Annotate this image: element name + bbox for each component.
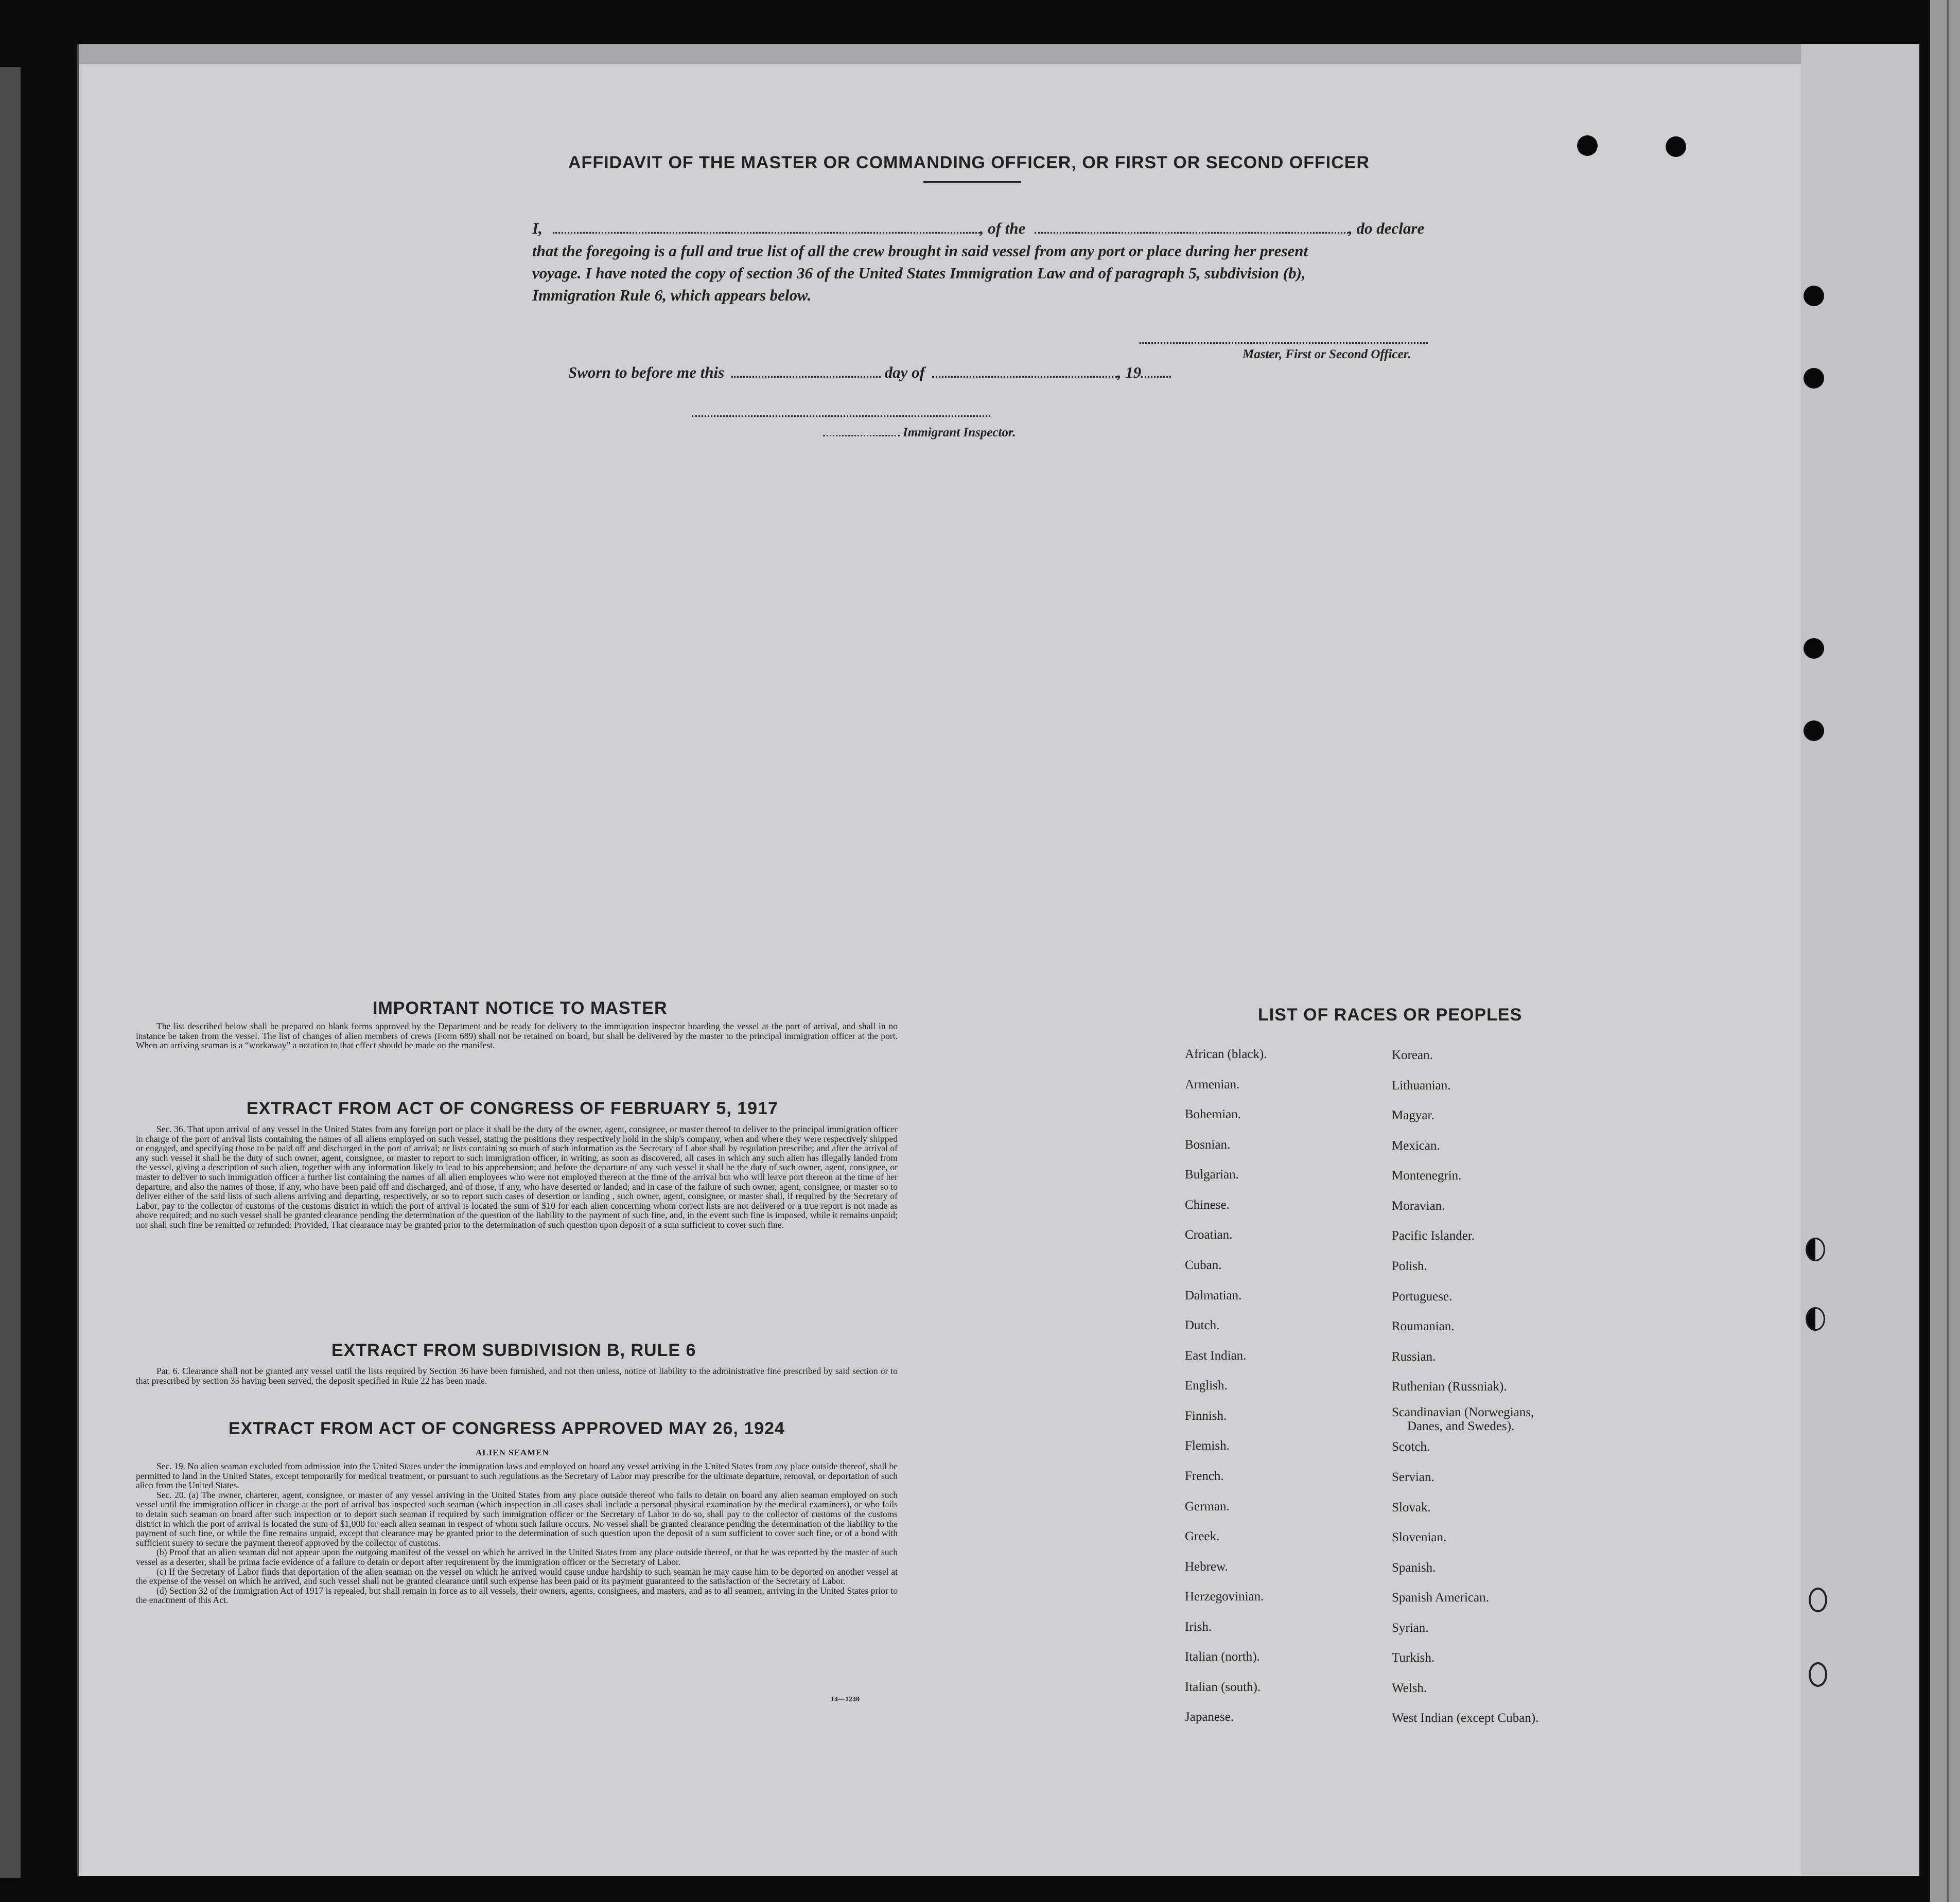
race-item: Lithuanian.	[1392, 1079, 1451, 1093]
race-item: Armenian.	[1185, 1078, 1240, 1091]
race-item: Syrian.	[1392, 1621, 1429, 1635]
race-item: Turkish.	[1392, 1651, 1435, 1665]
punch-hole	[1806, 1307, 1825, 1331]
affidavit-title: AFFIDAVIT OF THE MASTER OR COMMANDING OFFICER, OR FIRST OR SECOND OFFICER	[568, 153, 1370, 172]
race-item: Irish.	[1185, 1620, 1212, 1634]
punch-hole	[1666, 136, 1686, 157]
race-item: East Indian.	[1185, 1349, 1247, 1363]
declaration-line-4: Immigration Rule 6, which appears below.	[532, 286, 812, 304]
sworn-year-blank[interactable]	[1141, 364, 1171, 378]
punch-hole	[1577, 135, 1598, 156]
declaration-line-2: that the foregoing is a full and true list of all the crew brought in said vessel from any port or place during her present	[532, 242, 1308, 260]
race-item: Montenegrin.	[1392, 1169, 1462, 1183]
page-top-strip	[79, 44, 1919, 64]
day-of-label: day of	[884, 363, 925, 381]
race-item: Greek.	[1185, 1529, 1220, 1543]
title-rule	[923, 181, 1021, 183]
punch-hole	[1804, 286, 1824, 306]
extract-1924-paragraph: (b) Proof that an alien seaman did not appear upon the outgoing manifest of the vessel on which he arrived in the United States from any place outside thereof, or that he was reported by the master of such vessel as a deserter, shall be prima facie evidence of a failure to detain or deport after requirement by the immigration officer or the Secretary of Labor.	[136, 1547, 898, 1567]
race-item: West Indian (except Cuban).	[1392, 1711, 1539, 1725]
race-item: Bohemian.	[1185, 1107, 1241, 1121]
race-item: Italian (south).	[1185, 1680, 1261, 1694]
race-item: Finnish.	[1185, 1409, 1227, 1423]
master-signature-line[interactable]	[1140, 342, 1428, 344]
race-item: Pacific Islander.	[1392, 1229, 1475, 1243]
punch-hole	[1804, 720, 1824, 741]
race-item: Japanese.	[1185, 1710, 1234, 1724]
sworn-day-blank[interactable]	[731, 364, 881, 378]
name-blank[interactable]	[553, 220, 980, 234]
year-label: , 19	[1117, 363, 1142, 381]
inspector-line-stub	[823, 435, 900, 436]
vessel-blank[interactable]	[1035, 220, 1349, 234]
extract-1924-paragraph: Sec. 20. (a) The owner, charterer, agent, consignee, or master of any vessel arriving in the United States from any place outside thereof who fails to detain on board any alien seaman employed on such vessel until the immigration officer in charge at the port of arrival has inspected such seaman (which inspection in all cases shall include a personal physical examination by the medical examiners), or who fails to detain such seaman on board after such inspection or to deport such seaman if required by such immigration officer or the Secretary of Labor to do so, shall pay to the collector of customs of the customs district in which the port of arrival is located the sum of $1,000 for each alien seaman in respect of whom such failure occurs. No vessel shall be granted clearance pending the determination of the liability to the payment of such fine, or while the fine remains unpaid, except that clearance may be granted prior to the determination of such question upon the deposit of a sum sufficient to cover such fine, or of a bond with sufficient surety to secure the payment thereof approved by the collector of customs.	[136, 1489, 898, 1548]
extract-1917-title: EXTRACT FROM ACT OF CONGRESS OF FEBRUARY 5, 1917	[247, 1099, 778, 1118]
race-item: Spanish.	[1392, 1561, 1436, 1575]
race-item: Flemish.	[1185, 1439, 1230, 1453]
race-item: Slovak.	[1392, 1501, 1431, 1514]
alien-seamen-subtitle: ALIEN SEAMEN	[476, 1448, 549, 1457]
race-item: Portuguese.	[1392, 1290, 1452, 1304]
sworn-line	[568, 362, 1289, 383]
sworn-month-blank[interactable]	[932, 364, 1117, 378]
race-item: German.	[1185, 1500, 1230, 1513]
race-item: Bosnian.	[1185, 1138, 1231, 1152]
race-item: Scandinavian (Norwegians,	[1392, 1405, 1534, 1419]
race-item: Russian.	[1392, 1350, 1436, 1364]
sworn-label: Sworn to before me this	[568, 363, 725, 381]
race-item: Cuban.	[1185, 1258, 1222, 1272]
race-item: Magyar.	[1392, 1108, 1434, 1122]
race-item: Croatian.	[1185, 1228, 1233, 1242]
race-item: Scotch.	[1392, 1440, 1430, 1454]
punch-hole	[1809, 1588, 1827, 1612]
race-item: Italian (north).	[1185, 1650, 1260, 1664]
race-item: Polish.	[1392, 1259, 1427, 1273]
subdivision-body	[136, 1366, 898, 1385]
race-item: Moravian.	[1392, 1199, 1445, 1213]
film-edge-line	[1947, 0, 1949, 1902]
notice-paragraph: The list described below shall be prepared on blank forms approved by the Department and be ready for delivery to the immigration inspector boarding the vessel at the port of arrival, and shall in no instance be taken from the vessel. The list of changes of alien members of crews (Form 689) shall not be retained on board, but shall be delivered by the master to the principal immigration officer at the port. When an arriving seaman is a “workaway” a notation to that effect should be made on the manifest.	[136, 1021, 898, 1051]
race-item: English.	[1185, 1379, 1228, 1393]
extract-1924-paragraph: (d) Section 32 of the Immigration Act of 1917 is repealed, but shall remain in force as to all vessels, their owners, agents, consignees, and masters, and as to all seamen, arriving in the United States prior to the enactment of this Act.	[136, 1585, 898, 1606]
inspector-signature-line[interactable]	[692, 415, 990, 417]
race-item: Welsh.	[1392, 1681, 1427, 1695]
extract-1917-body	[136, 1124, 898, 1230]
subdivision-title: EXTRACT FROM SUBDIVISION B, RULE 6	[331, 1341, 696, 1360]
race-item: Danes, and Swedes).	[1407, 1419, 1515, 1433]
punch-hole	[1804, 638, 1824, 659]
film-edge-right	[1930, 0, 1960, 1902]
of-the-label: , of the	[979, 219, 1026, 237]
race-item: Dalmatian.	[1185, 1289, 1242, 1302]
race-item: Ruthenian (Russniak).	[1392, 1380, 1507, 1394]
race-item: Spanish American.	[1392, 1591, 1489, 1605]
i-label: I,	[532, 219, 542, 237]
extract-1924-paragraph: Sec. 19. No alien seaman excluded from admission into the United States under the immigration laws and employed on board any vessel arriving in the United States from any place outside thereof, shall be permitted to land in the United States, except temporarily for medical treatment, or pursuant to such regulations as the Secretary of Labor may prescribe for the ultimate departure, removal, or deportation of such alien from the United States.	[136, 1461, 898, 1491]
race-item: Dutch.	[1185, 1318, 1220, 1332]
master-signature-label: Master, First or Second Officer.	[1242, 347, 1411, 361]
declaration-line-1	[532, 218, 1587, 239]
notice-title: IMPORTANT NOTICE TO MASTER	[373, 998, 668, 1018]
extract-1924-body	[136, 1461, 898, 1605]
notice-body	[136, 1022, 898, 1050]
document-page	[77, 44, 1919, 1876]
punch-hole	[1809, 1662, 1827, 1687]
race-item: French.	[1185, 1469, 1224, 1483]
race-item: Mexican.	[1392, 1139, 1440, 1153]
races-title: LIST OF RACES OR PEOPLES	[1258, 1005, 1522, 1025]
inspector-label: Immigrant Inspector.	[903, 426, 1016, 439]
race-item: Bulgarian.	[1185, 1168, 1239, 1182]
race-item: Chinese.	[1185, 1198, 1230, 1212]
subdivision-paragraph: Par. 6. Clearance shall not be granted any vessel until the lists required by Section 36 have been furnished, and not then unless, notice of liability to the administrative fine prescribed by said section or to that prescribed by section 35 having been served, the deposit specified in Rule 22 has been made.	[136, 1366, 898, 1386]
form-number: 14—1240	[831, 1696, 860, 1703]
do-declare-label: , do declare	[1349, 219, 1425, 237]
declaration-line-3: voyage. I have noted the copy of section 36 of the United States Immigration Law and of paragraph 5, subdivision (b),	[532, 264, 1306, 282]
race-item: Servian.	[1392, 1470, 1434, 1484]
race-item: African (black).	[1185, 1047, 1267, 1061]
extract-1924-title: EXTRACT FROM ACT OF CONGRESS APPROVED MAY 26, 1924	[229, 1419, 785, 1438]
extract-1924-paragraph: (c) If the Secretary of Labor finds that deportation of the alien seaman on the vessel on which he arrived would cause undue hardship to such seaman he may cause him to be deported on another vessel at the expense of the vessel on which he arrived, and such vessel shall not be granted clearance until such expense has been paid or its payment guaranteed to the satisfaction of the Secretary of Labor.	[136, 1566, 898, 1587]
punch-hole	[1806, 1238, 1825, 1261]
extract-1917-paragraph: Sec. 36. That upon arrival of any vessel in the United States from any foreign port or place it shall be the duty of the owner, agent, consignee, or master thereof to deliver to the principal immigration officer in charge of the port of arrival lists containing the names of all aliens employed on such vessel, stating the positions they respectively hold in the ship's company, when and where they were respectively shipped or engaged, and specifying those to be paid off and discharged in the port of arrival; or lists containing so much of such information as the Secretary of Labor shall by regulation prescribe; and after the arrival of any such vessel it shall be the duty of such owner, agent, consignee, or master to report to such immigration officer, in writing, as soon as discovered, all cases in which any such alien has illegally landed from the vessel, giving a description of such alien, together with any information likely to lead to his apprehension; and before the departure of any such vessel it shall be the duty of such owner, agent, consignee, or master to deliver to such immigration officer a further list containing the names of all alien employees who were not employed thereon at the time of the arrival but who will leave port thereon at the time of her departure, and also the names of those, if any, who have been paid off and discharged, and of those, if any, who have deserted or landed; and in case of the failure of such owner, agent, consignee, or master so to deliver either of the said lists of such aliens arriving and departing, respectively, or so to report such cases of desertion or landing , such owner, agent, consignee, or master shall, if required by the Secretary of Labor, pay to the collector of customs of the customs district in which the port of arrival is located the sum of $10 for each alien concerning whom correct lists are not delivered or a true report is not made as above required; and no such vessel shall be granted clearance pending the determination of the question of the liability to the payment of such fine, and, in the event such fine is imposed, while it remains unpaid; nor shall such fine be remitted or refunded: Provided, That clearance may be granted prior to the determination of such question upon deposit of a sum sufficient to cover such fine.	[136, 1124, 898, 1230]
race-item: Hebrew.	[1185, 1560, 1228, 1574]
film-edge-left	[0, 67, 21, 1878]
race-item: Roumanian.	[1392, 1319, 1455, 1333]
punch-hole	[1804, 368, 1824, 389]
race-item: Korean.	[1392, 1048, 1433, 1062]
race-item: Herzegovinian.	[1185, 1590, 1264, 1604]
race-item: Slovenian.	[1392, 1530, 1447, 1544]
